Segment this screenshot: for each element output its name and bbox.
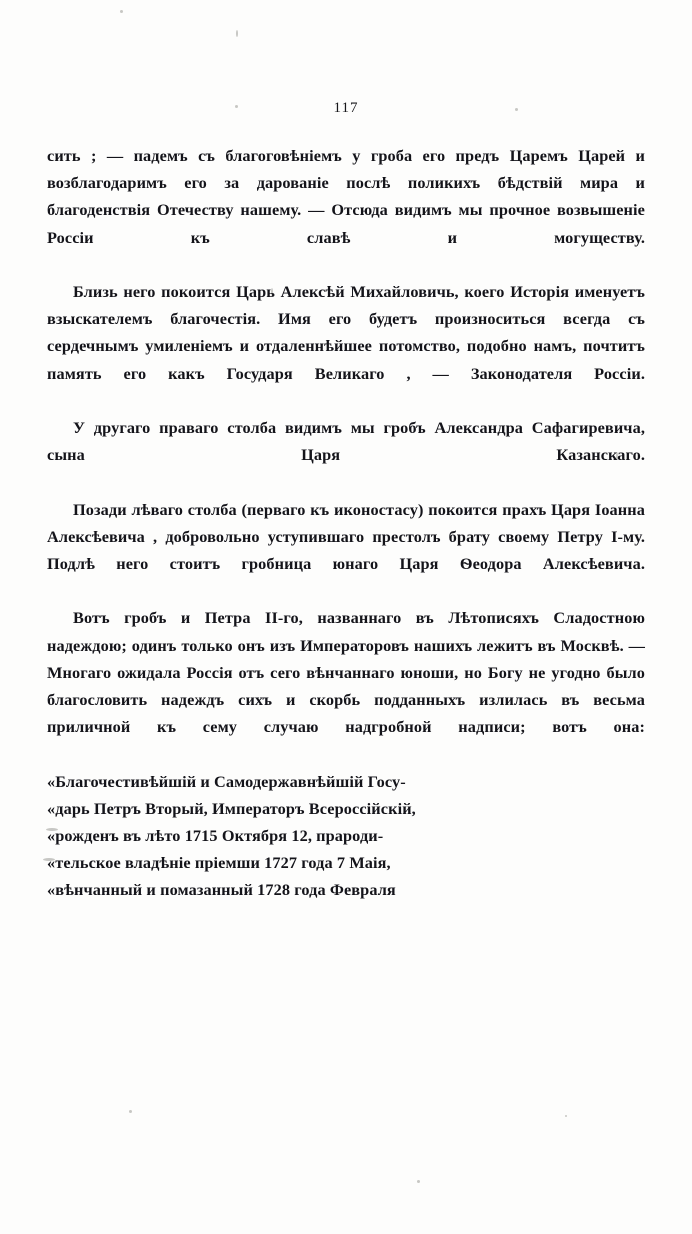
scan-artifact (417, 1180, 420, 1183)
scan-artifact (236, 30, 238, 37)
scan-artifact (565, 1115, 567, 1117)
quote-line-4: «тельское владѣніе пріемши 1727 года 7 Маія, (47, 853, 391, 873)
quote-line-2: «дарь Петръ Вторый, Императоръ Всероссійскій, (47, 798, 416, 818)
page-number: 117 (333, 100, 359, 116)
paragraph-ioann: Позади лѣваго столба (перваго къ иконостасу) покоится прахъ Царя Іоанна Алексѣевича , добровольно уступившаго престолъ брату своему Петру I-му. Подлѣ него стоитъ гробница юнаго Царя Ѳеодора Алексѣевича. (47, 499, 645, 574)
page-body (47, 142, 645, 904)
scan-artifact (129, 1110, 132, 1113)
scan-artifact (120, 10, 123, 13)
quote-line-5: «вѣнчанный и помазанный 1728 года Февраля (47, 880, 396, 900)
quote-line-3: «рожденъ въ лѣто 1715 Октября 12, прароди- (47, 826, 384, 846)
epitaph-quote (47, 768, 645, 904)
paragraph-aleksandr: У другаго праваго столба видимъ мы гробъ Александра Сафагиревича, сына Царя Казанскаго. (47, 418, 645, 465)
quote-line-1: «Благочестивѣйшій и Самодержавнѣйшій Госу- (47, 771, 406, 791)
paragraph-continuation: сить ; — падемъ съ благоговѣніемъ у гроба его предъ Царемъ Царей и возблагодаримъ его за дарованіе послѣ поликихъ бѣдствій мира и благоденствія Отечеству нашему. — Отсюда видимъ мы прочное возвышеніе Россіи къ славѣ и могуществу. (47, 146, 645, 247)
paragraph-petr-ii: Вотъ гробъ и Петра II-го, названнаго въ Лѣтописяхъ Сладостною надеждою; одинъ только онъ изъ Императоровъ нашихъ лежитъ въ Москвѣ. — Многаго ожидала Россія отъ сего вѣнчаннаго юноши, но Богу не угодно было благословить надеждъ сихъ и скорбь подданныхъ излилась въ весьма приличной къ сему случаю надгробной надписи; вотъ она: (47, 608, 645, 737)
paragraph-aleksey: Близь него покоится Царь Алексѣй Михайловичь, коего Исторія именуетъ взыскателемъ благочестія. Имя его будетъ произноситься всегда съ сердечнымъ умиленіемъ и отдаленнѣйшее потомство, подобно намъ, почтитъ память его какъ Государя Великаго , — Законодателя Россіи. (47, 282, 645, 383)
